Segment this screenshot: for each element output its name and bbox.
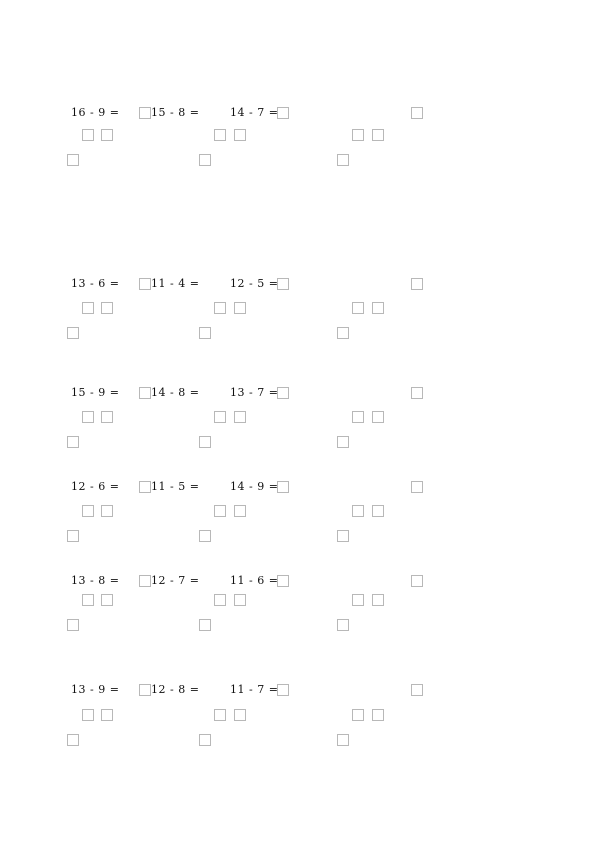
- answer-box[interactable]: [411, 684, 423, 696]
- working-box[interactable]: [214, 594, 226, 606]
- working-box[interactable]: [352, 302, 364, 314]
- working-box[interactable]: [101, 302, 113, 314]
- answer-box[interactable]: [139, 387, 151, 399]
- working-box[interactable]: [214, 505, 226, 517]
- working-box[interactable]: [372, 709, 384, 721]
- problem-text: 15 - 8 =: [151, 106, 200, 119]
- working-box[interactable]: [372, 411, 384, 423]
- working-box[interactable]: [352, 594, 364, 606]
- answer-box[interactable]: [411, 575, 423, 587]
- answer-box[interactable]: [139, 107, 151, 119]
- working-box[interactable]: [199, 436, 211, 448]
- answer-box[interactable]: [139, 575, 151, 587]
- answer-box[interactable]: [277, 684, 289, 696]
- problem-text: 14 - 7 =: [230, 106, 279, 119]
- problem-text: 14 - 9 =: [230, 480, 279, 493]
- working-box[interactable]: [199, 327, 211, 339]
- answer-box[interactable]: [277, 387, 289, 399]
- working-box[interactable]: [352, 129, 364, 141]
- working-box[interactable]: [214, 302, 226, 314]
- working-box[interactable]: [82, 302, 94, 314]
- working-box[interactable]: [337, 530, 349, 542]
- answer-box[interactable]: [139, 684, 151, 696]
- working-box[interactable]: [101, 594, 113, 606]
- working-box[interactable]: [67, 154, 79, 166]
- answer-box[interactable]: [277, 278, 289, 290]
- problem-text: 13 - 6 =: [71, 277, 120, 290]
- problem-text: 13 - 7 =: [230, 386, 279, 399]
- working-box[interactable]: [82, 594, 94, 606]
- working-box[interactable]: [67, 327, 79, 339]
- working-box[interactable]: [372, 302, 384, 314]
- working-box[interactable]: [214, 129, 226, 141]
- working-box[interactable]: [352, 411, 364, 423]
- working-box[interactable]: [337, 154, 349, 166]
- working-box[interactable]: [82, 411, 94, 423]
- working-box[interactable]: [101, 411, 113, 423]
- working-box[interactable]: [352, 709, 364, 721]
- answer-box[interactable]: [139, 278, 151, 290]
- working-box[interactable]: [337, 734, 349, 746]
- working-box[interactable]: [337, 436, 349, 448]
- working-box[interactable]: [337, 327, 349, 339]
- answer-box[interactable]: [139, 481, 151, 493]
- working-box[interactable]: [67, 619, 79, 631]
- working-box[interactable]: [372, 505, 384, 517]
- working-box[interactable]: [234, 411, 246, 423]
- working-box[interactable]: [82, 505, 94, 517]
- problem-text: 11 - 5 =: [151, 480, 200, 493]
- answer-box[interactable]: [411, 387, 423, 399]
- problem-text: 11 - 7 =: [230, 683, 279, 696]
- working-box[interactable]: [234, 302, 246, 314]
- working-box[interactable]: [214, 709, 226, 721]
- problem-text: 12 - 5 =: [230, 277, 279, 290]
- answer-box[interactable]: [277, 481, 289, 493]
- answer-box[interactable]: [411, 107, 423, 119]
- problem-text: 12 - 6 =: [71, 480, 120, 493]
- problem-text: 12 - 8 =: [151, 683, 200, 696]
- working-box[interactable]: [67, 530, 79, 542]
- working-box[interactable]: [199, 619, 211, 631]
- problem-text: 11 - 4 =: [151, 277, 200, 290]
- problem-text: 15 - 9 =: [71, 386, 120, 399]
- working-box[interactable]: [234, 129, 246, 141]
- working-box[interactable]: [214, 411, 226, 423]
- working-box[interactable]: [199, 154, 211, 166]
- problem-text: 12 - 7 =: [151, 574, 200, 587]
- problem-text: 14 - 8 =: [151, 386, 200, 399]
- working-box[interactable]: [82, 709, 94, 721]
- working-box[interactable]: [337, 619, 349, 631]
- answer-box[interactable]: [411, 481, 423, 493]
- problem-text: 11 - 6 =: [230, 574, 279, 587]
- answer-box[interactable]: [277, 107, 289, 119]
- working-box[interactable]: [67, 734, 79, 746]
- working-box[interactable]: [101, 129, 113, 141]
- problem-text: 16 - 9 =: [71, 106, 120, 119]
- answer-box[interactable]: [277, 575, 289, 587]
- problem-text: 13 - 8 =: [71, 574, 120, 587]
- working-box[interactable]: [82, 129, 94, 141]
- working-box[interactable]: [234, 505, 246, 517]
- working-box[interactable]: [234, 594, 246, 606]
- working-box[interactable]: [101, 505, 113, 517]
- working-box[interactable]: [101, 709, 113, 721]
- working-box[interactable]: [372, 129, 384, 141]
- working-box[interactable]: [67, 436, 79, 448]
- problem-text: 13 - 9 =: [71, 683, 120, 696]
- working-box[interactable]: [372, 594, 384, 606]
- working-box[interactable]: [199, 734, 211, 746]
- working-box[interactable]: [199, 530, 211, 542]
- answer-box[interactable]: [411, 278, 423, 290]
- working-box[interactable]: [234, 709, 246, 721]
- working-box[interactable]: [352, 505, 364, 517]
